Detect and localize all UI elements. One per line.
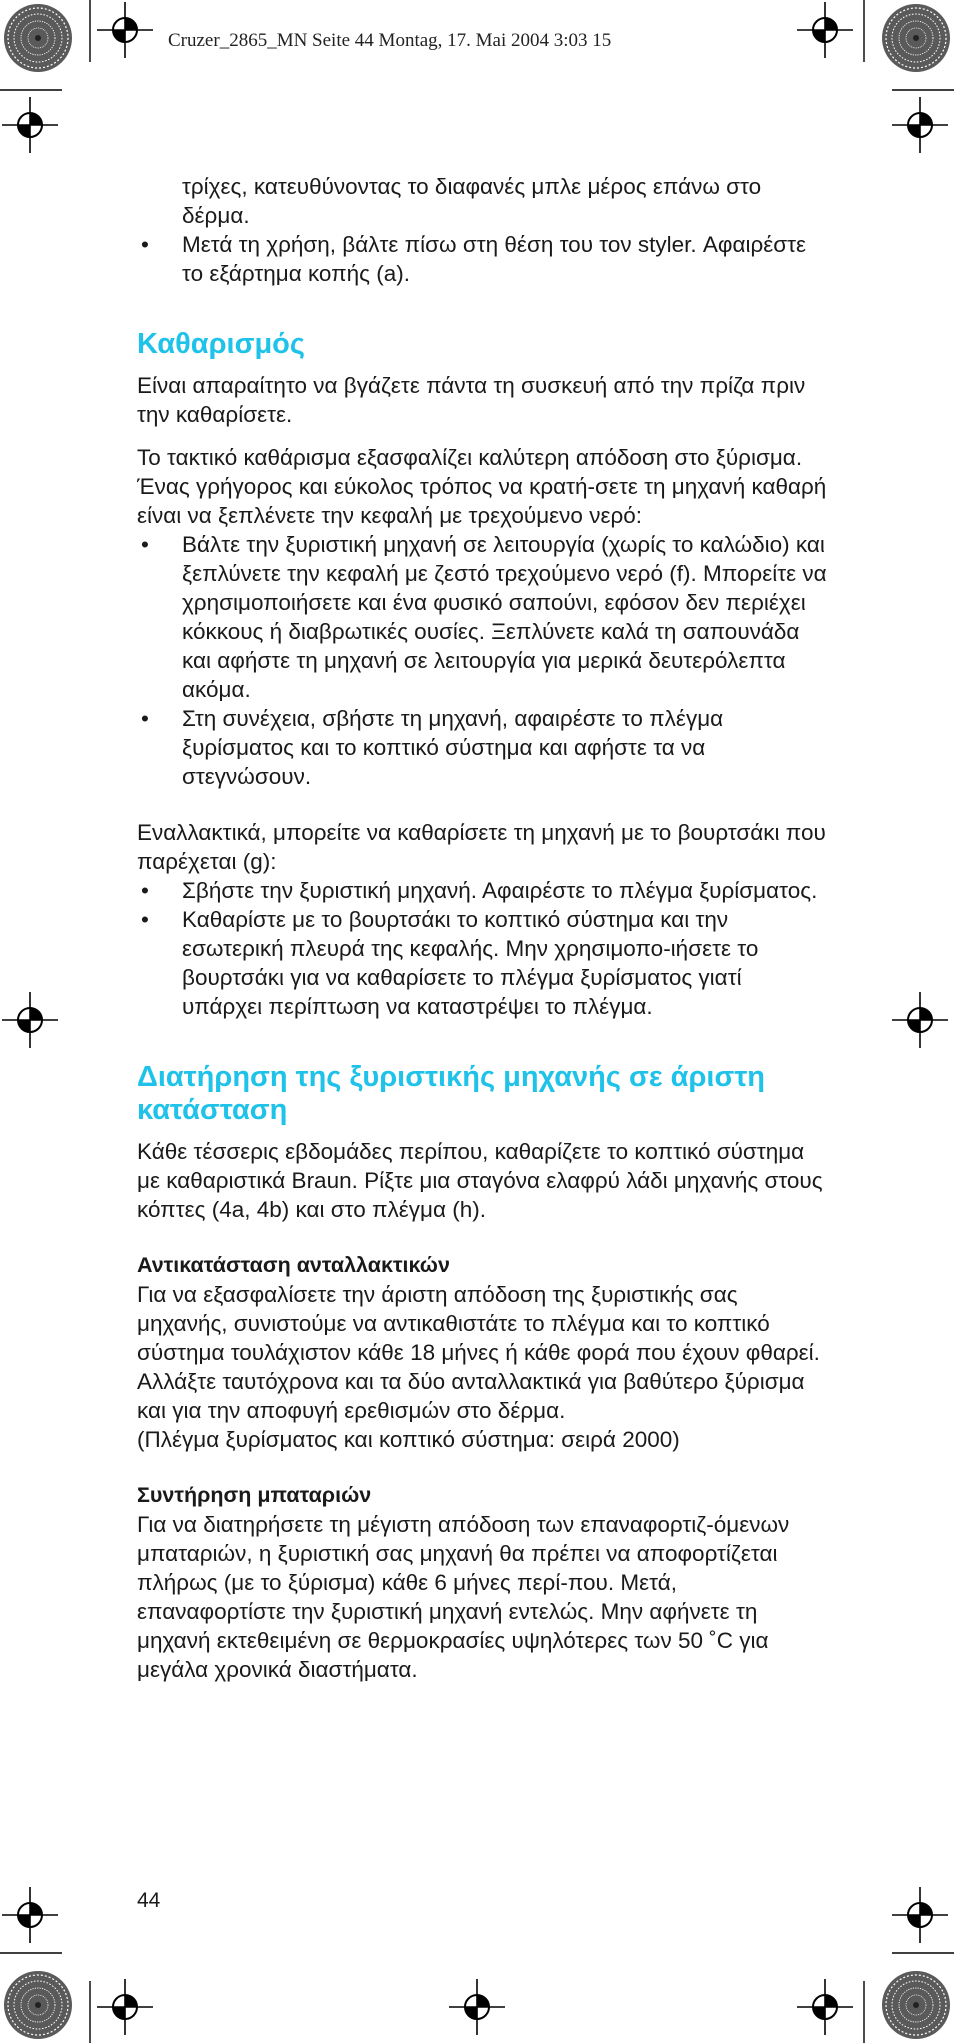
list-item: • Βάλτε την ξυριστική μηχανή σε λειτουργία (χωρίς το καλώδιο) και ξεπλύνετε την κεφαλή με ζεστό τρεχούμενο νερό (f). Μπορείτε να χρησιμοποιήσετε και ένα φυσικό σαπούνι, εφόσον δεν περιέχει κόκκους ή διαβρωτικές ουσίες. Ξεπλύνετε καλά τη σαπουνάδα και αφήστε τη μηχανή σε λειτουργία για μερικά δευτερόλεπτα ακόμα. [137,530,827,704]
cleaning-para-1: Είναι απαραίτητο να βγάζετε πάντα τη συσκευή από την πρίζα πριν την καθαρίσετε. [137,373,806,427]
cleaning-para-3: Εναλλακτικά, μπορείτε να καθαρίσετε τη μηχανή με το βουρτσάκι που παρέχεται (g): [137,820,826,874]
page-content [137,172,827,1684]
cleaning-bullets [137,530,827,791]
page-number: 44 [137,1889,161,1912]
battery-para: Για να διατηρήσετε τη μέγιστη απόδοση των επαναφορτιζ-όμενων μπαταριών, η ξυριστική σας μηχανή θα πρέπει να αποφορτίζεται πλήρως (με το ξύρισμα) κάθε 6 μήνες περί-που. Μετά, επαναφορτίστε την ξυριστική μηχανή εντελώς. Μην αφήνετε τη μηχανή εκτεθειμένη σε θερμοκρασίες υψηλότερες των 50 ˚C για μεγάλα χρονικά διαστήματα. [137,1512,790,1682]
cleaning-bullets-2 [137,876,827,1021]
subsection-title-battery: Συντήρηση μπαταριών [137,1483,372,1507]
list-item: • Σβήστε την ξυριστική μηχανή. Αφαιρέστε το πλέγμα ξυρίσματος. [137,876,827,905]
intro-bullets [137,230,827,288]
parts-note: (Πλέγμα ξυρίσματος και κοπτικό σύστημα: σειρά 2000) [137,1427,680,1452]
print-slug: Cruzer_2865_MN Seite 44 Montag, 17. Mai 2004 3:03 15 [168,30,612,51]
subsection-title-parts: Αντικατάσταση ανταλλακτικών [137,1253,450,1277]
parts-para: Για να εξασφαλίσετε την άριστη απόδοση της ξυριστικής σας μηχανής, συνιστούμε να αντικαθιστάτε το πλέγμα και το κοπτικό σύστημα τουλάχιστον κάθε 18 μήνες ή κάθε φορά που έχουν φθαρεί. Αλλάξτε ταυτόχρονα και τα δύο ανταλλακτικά για βαθύτερο ξύρισμα και για την αποφυγή ερεθισμών στο δέρμα. [137,1282,820,1423]
list-item: • Μετά τη χρήση, βάλτε πίσω στη θέση του τον styler. Αφαιρέστε το εξάρτημα κοπής (a). [137,230,827,288]
section-title-cleaning: Καθαρισμός [137,328,305,360]
section-title-maintenance: Διατήρηση της ξυριστικής μηχανής σε άριστη κατάσταση [137,1061,765,1126]
intro-continuation: τρίχες, κατευθύνοντας το διαφανές μπλε μέρος επάνω στο δέρμα. [182,174,762,228]
list-item: • Στη συνέχεια, σβήστε τη μηχανή, αφαιρέστε το πλέγμα ξυρίσματος και το κοπτικό σύστημα και αφήστε τα να στεγνώσουν. [137,704,827,791]
cleaning-para-2: Το τακτικό καθάρισμα εξασφαλίζει καλύτερη απόδοση στο ξύρισμα. Ένας γρήγορος και εύκολος τρόπος να κρατή-σετε τη μηχανή καθαρή είναι να ξεπλένετε την κεφαλή με τρεχούμενο νερό: [137,445,827,528]
maintenance-para: Κάθε τέσσερις εβδομάδες περίπου, καθαρίζετε το κοπτικό σύστημα με καθαριστικά Braun. Ρίξτε μια σταγόνα ελαφρύ λάδι μηχανής στους κόπτες (4a, 4b) και στο πλέγμα (h). [137,1139,823,1222]
list-item: • Καθαρίστε με το βουρτσάκι το κοπτικό σύστημα και την εσωτερική πλευρά της κεφαλής. Μην χρησιμοπο-ιήσετε το βουρτσάκι για να καθαρίσετε το πλέγμα ξυρίσματος γιατί υπάρχει περίπτωση να καταστρέψει το πλέγμα. [137,905,827,1021]
